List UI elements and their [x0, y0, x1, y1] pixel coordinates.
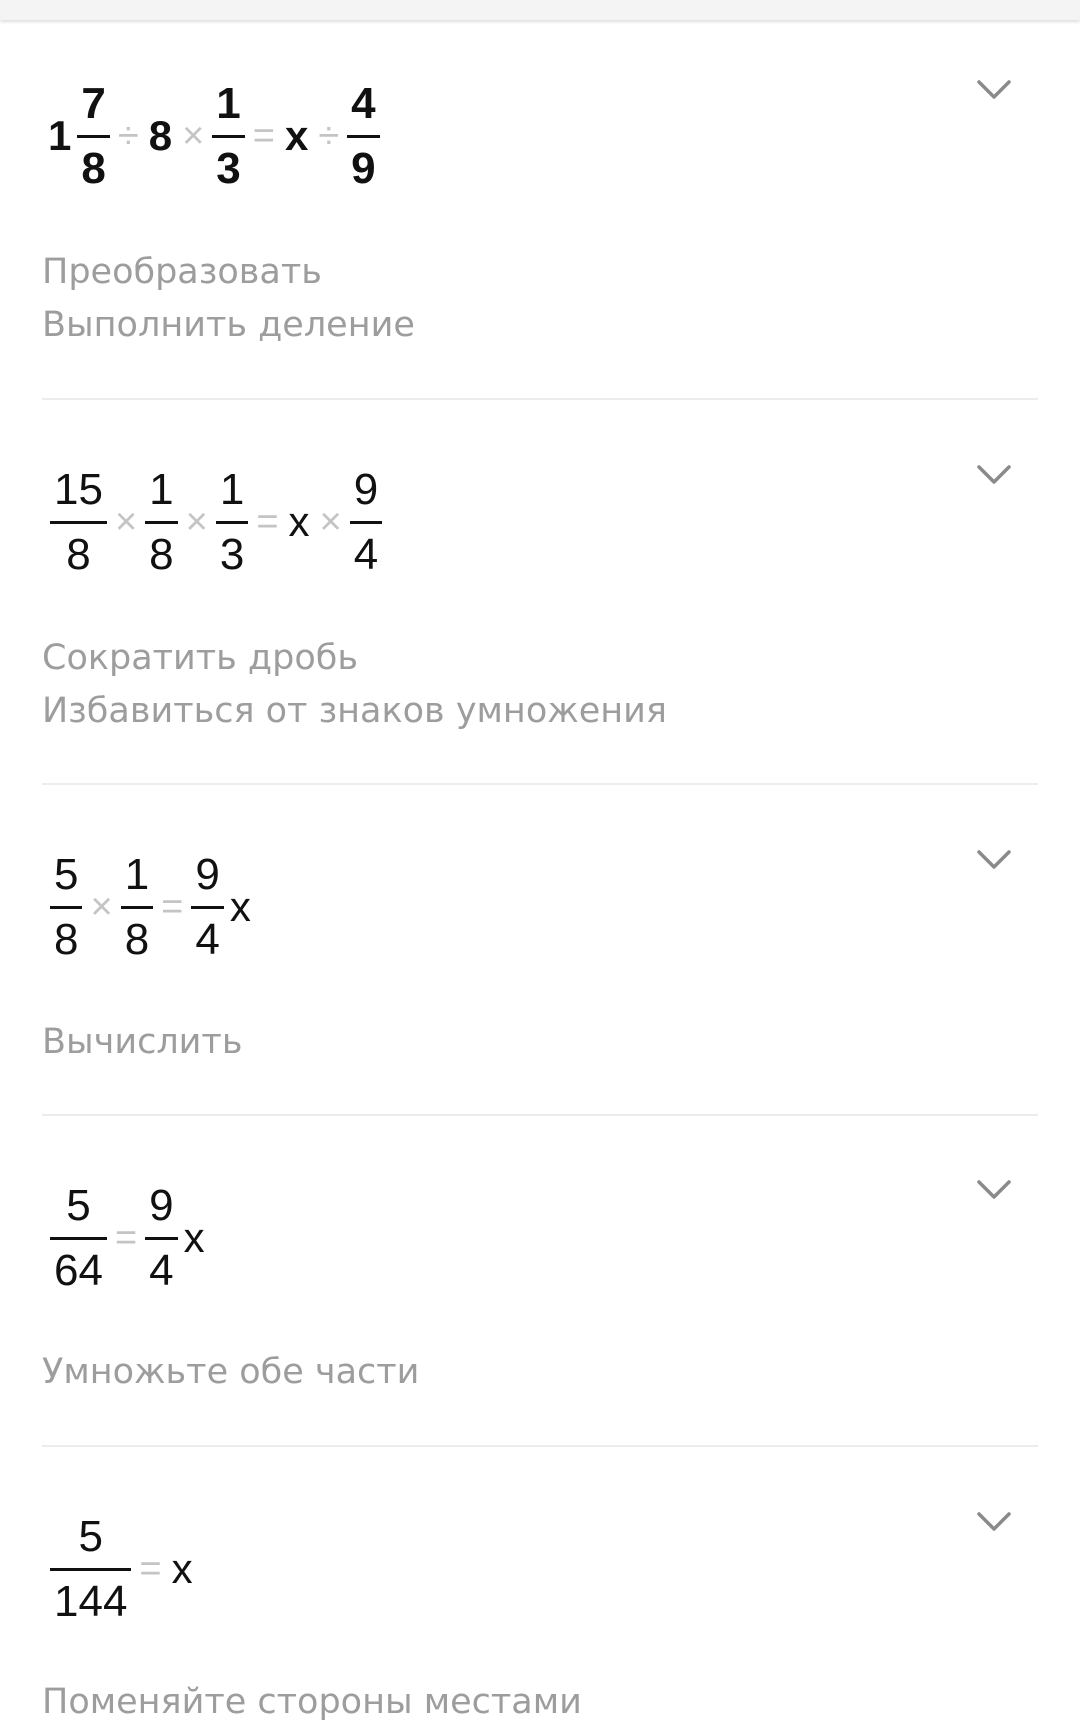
- step-description: [42, 1016, 242, 1069]
- denominator: 8: [81, 143, 106, 193]
- numerator: 9: [149, 1180, 174, 1230]
- variable: x: [229, 883, 251, 930]
- chevron-down-icon[interactable]: [976, 78, 1012, 102]
- fraction: [121, 851, 153, 964]
- fraction: [191, 851, 223, 964]
- denominator: 8: [66, 529, 91, 579]
- description-line: Преобразовать: [42, 252, 322, 292]
- fraction: [212, 80, 244, 193]
- denominator: 4: [195, 914, 220, 964]
- numerator: 5: [78, 1511, 103, 1561]
- fraction-bar: [50, 906, 82, 909]
- numerator: 1: [149, 464, 174, 514]
- numerator: 7: [81, 78, 106, 128]
- equals-operator: =: [139, 1547, 162, 1590]
- description-line: Избавиться от знаков умножения: [42, 691, 667, 731]
- chevron-down-icon[interactable]: [976, 848, 1012, 872]
- fraction-bar: [350, 521, 382, 524]
- description-line: Вычислить: [42, 1022, 243, 1062]
- fraction: [50, 1513, 131, 1626]
- equation: [48, 841, 251, 973]
- chevron-down-icon[interactable]: [976, 1510, 1012, 1534]
- variable: x: [284, 112, 309, 159]
- multiply-operator: ×: [114, 500, 138, 543]
- denominator: 3: [219, 529, 245, 579]
- numerator: 4: [351, 78, 376, 128]
- variable: x: [288, 498, 310, 545]
- numerator: 1: [216, 78, 241, 128]
- fraction: [216, 466, 248, 579]
- top-bar: [0, 0, 1080, 20]
- step-description: [42, 632, 667, 738]
- variable: x: [171, 1545, 193, 1592]
- numerator: 15: [54, 464, 103, 514]
- step-description: [42, 1676, 582, 1729]
- equals-operator: =: [114, 1216, 138, 1259]
- equals-operator: =: [252, 114, 275, 157]
- fraction: [50, 1182, 107, 1295]
- number: 8: [148, 112, 173, 159]
- denominator: 4: [149, 1245, 174, 1295]
- multiply-operator: ×: [182, 114, 205, 157]
- denominator: 144: [54, 1576, 128, 1626]
- divide-operator: ÷: [318, 114, 340, 157]
- divider: [42, 398, 1038, 400]
- denominator: 8: [149, 529, 174, 579]
- description-line: Сократить дробь: [42, 638, 358, 678]
- equals-operator: =: [256, 500, 279, 543]
- denominator: 8: [54, 914, 79, 964]
- fraction: [145, 1182, 177, 1295]
- fraction-bar: [50, 521, 107, 524]
- fraction-bar: [216, 521, 248, 524]
- fraction-bar: [347, 135, 379, 138]
- denominator: 4: [353, 529, 379, 579]
- denominator: 3: [216, 143, 241, 193]
- fraction: [350, 466, 382, 579]
- fraction: [50, 466, 107, 579]
- equals-operator: =: [161, 885, 184, 928]
- equation: [48, 456, 384, 588]
- fraction-bar: [50, 1237, 107, 1240]
- chevron-down-icon[interactable]: [976, 1178, 1012, 1202]
- description-line: Выполнить деление: [42, 305, 415, 345]
- fraction-bar: [77, 135, 109, 138]
- description-line: Умножьте обе части: [42, 1352, 420, 1392]
- numerator: 5: [54, 849, 79, 899]
- denominator: 8: [124, 914, 150, 964]
- fraction: [77, 80, 109, 193]
- denominator: 64: [54, 1245, 103, 1295]
- description-line: Поменяйте стороны местами: [42, 1682, 582, 1722]
- equation: [48, 70, 382, 202]
- fraction-bar: [50, 1568, 131, 1571]
- fraction: [145, 466, 177, 579]
- denominator: 9: [351, 143, 376, 193]
- numerator: 1: [124, 849, 150, 899]
- divider: [42, 1114, 1038, 1116]
- step-description: [42, 246, 415, 352]
- fraction: [50, 851, 82, 964]
- divider: [42, 783, 1038, 785]
- fraction-bar: [121, 906, 153, 909]
- multiply-operator: ×: [90, 885, 113, 928]
- multiply-operator: ×: [319, 500, 342, 543]
- numerator: 9: [353, 464, 379, 514]
- chevron-down-icon[interactable]: [976, 463, 1012, 487]
- numerator: 5: [66, 1180, 91, 1230]
- whole-part: 1: [48, 112, 72, 159]
- equation: [48, 1172, 205, 1304]
- multiply-operator: ×: [185, 500, 208, 543]
- fraction: [347, 80, 379, 193]
- equation: [48, 1503, 197, 1635]
- fraction-bar: [191, 906, 223, 909]
- divide-operator: ÷: [117, 114, 139, 157]
- step-description: [42, 1346, 419, 1399]
- fraction-bar: [212, 135, 244, 138]
- numerator: 9: [195, 849, 220, 899]
- numerator: 1: [219, 464, 245, 514]
- divider: [42, 1445, 1038, 1447]
- fraction-bar: [145, 1237, 177, 1240]
- fraction-bar: [145, 521, 177, 524]
- variable: x: [183, 1214, 205, 1261]
